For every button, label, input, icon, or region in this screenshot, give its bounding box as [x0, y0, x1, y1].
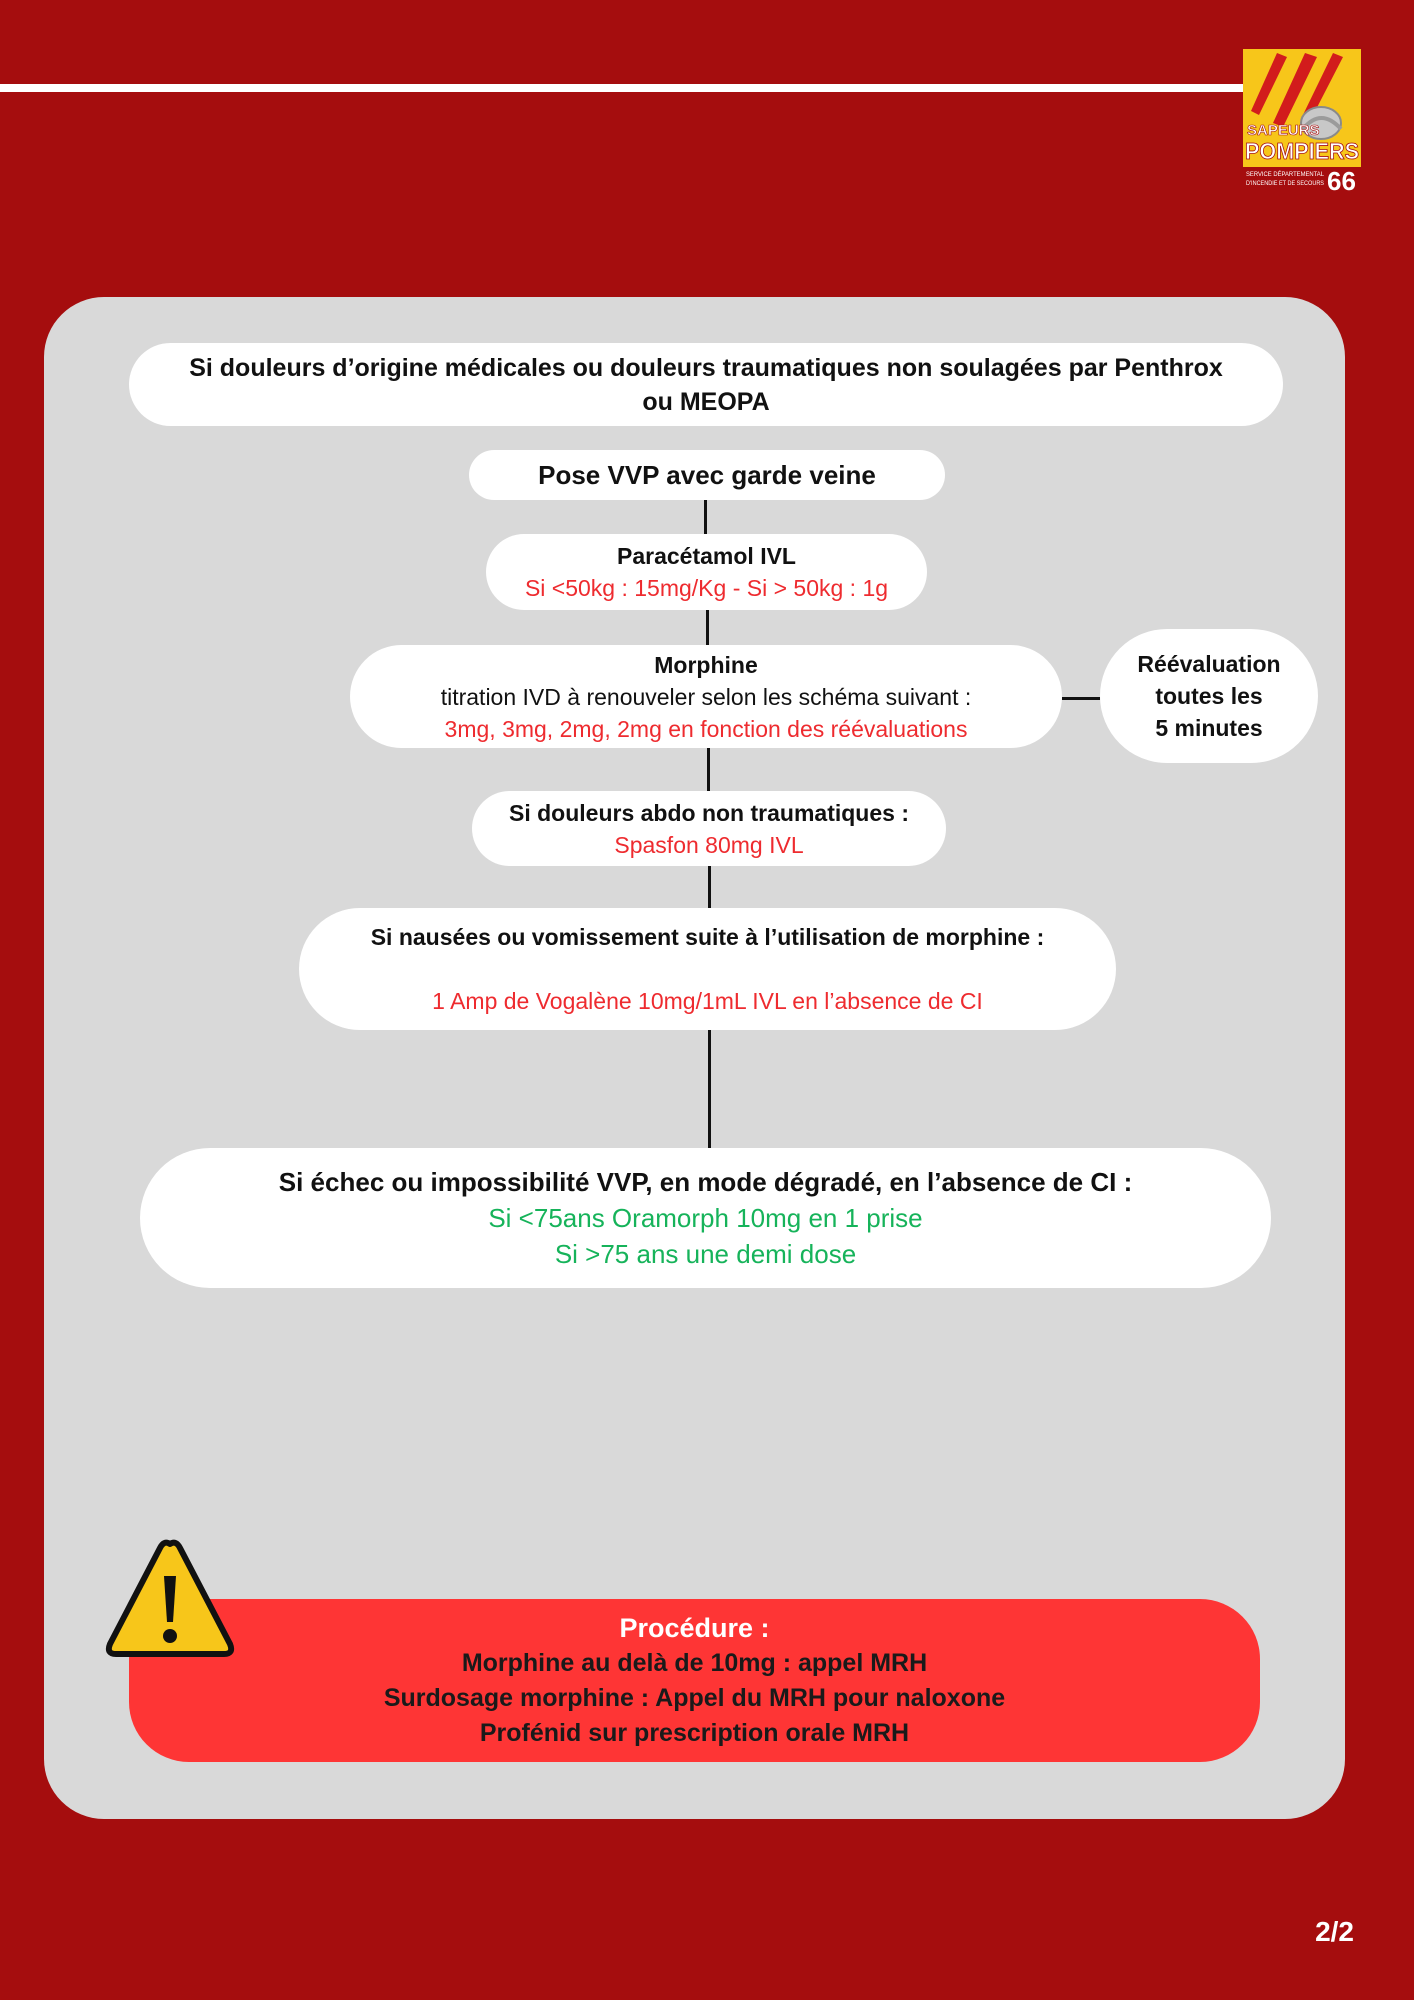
paracetamol-title: Paracétamol IVL	[617, 543, 796, 569]
sdis66-logo	[1243, 49, 1361, 193]
vvp-title: Pose VVP avec garde veine	[538, 460, 876, 490]
logo-line3: SERVICE DÉPARTEMENTAL	[1246, 172, 1326, 178]
connector-paracetamol-morphine	[706, 610, 709, 645]
degraded-title: Si échec ou impossibilité VVP, en mode dégradé, en l’absence de CI :	[278, 1167, 1133, 1197]
warning-icon	[104, 1538, 236, 1662]
spasfon-title: Si douleurs abdo non traumatiques :	[509, 799, 909, 826]
content-panel	[44, 297, 1345, 1819]
connector-vvp-paracetamol	[704, 500, 707, 534]
header-rule	[0, 84, 1246, 92]
reevaluation-line2: toutes les	[1155, 683, 1263, 709]
procedure-line: Morphine au delà de 10mg : appel MRH	[461, 1648, 928, 1677]
spasfon-dose: Spasfon 80mg IVL	[614, 831, 804, 858]
indication-line2: ou MEOPA	[642, 387, 770, 416]
procedure-line: Profénid sur prescription orale MRH	[479, 1718, 910, 1747]
morphine-detail: titration IVD à renouveler selon les schéma suivant :	[440, 683, 972, 710]
reevaluation-box	[1100, 629, 1318, 763]
logo-line1: SAPEURS	[1247, 122, 1320, 139]
indication-box	[129, 343, 1283, 426]
morphine-title: Morphine	[654, 651, 758, 678]
logo-line2: POMPIERS	[1245, 138, 1359, 164]
degraded-line2: Si >75 ans une demi dose	[554, 1239, 857, 1269]
page-number: 2/2	[1315, 1916, 1354, 1947]
paracetamol-dose: Si <50kg : 15mg/Kg - Si > 50kg : 1g	[524, 575, 889, 601]
procedure-title: Procédure :	[619, 1612, 770, 1643]
vogalene-dose: 1 Amp de Vogalène 10mg/1mL IVL en l’absence de CI	[432, 988, 983, 1014]
morphine-dose: 3mg, 3mg, 2mg, 2mg en fonction des réévaluations	[444, 715, 968, 742]
reevaluation-line3: 5 minutes	[1155, 715, 1263, 741]
morphine-box	[350, 645, 1062, 748]
paracetamol-box	[486, 534, 927, 610]
logo-line4: D'INCENDIE ET DE SECOURS	[1246, 181, 1324, 187]
spasfon-box	[472, 791, 946, 866]
procedure-box	[129, 1599, 1260, 1762]
logo-number: 66	[1327, 166, 1356, 193]
procedure-line: Surdosage morphine : Appel du MRH pour naloxone	[383, 1683, 1006, 1712]
connector-morphine-spasfon	[707, 748, 710, 791]
connector-vogalene-degraded	[708, 1030, 711, 1148]
indication-line1: Si douleurs d’origine médicales ou douleurs traumatiques non soulagées par Penthrox	[189, 353, 1223, 382]
connector-spasfon-vogalene	[708, 866, 711, 908]
vogalene-box	[299, 908, 1116, 1030]
vvp-box	[469, 450, 945, 500]
degraded-line1: Si <75ans Oramorph 10mg en 1 prise	[488, 1203, 923, 1233]
reevaluation-line1: Réévaluation	[1137, 651, 1281, 677]
vogalene-title: Si nausées ou vomissement suite à l’utilisation de morphine :	[370, 924, 1045, 950]
connector-morphine-reevaluation	[1062, 697, 1100, 700]
degraded-mode-box	[140, 1148, 1271, 1288]
